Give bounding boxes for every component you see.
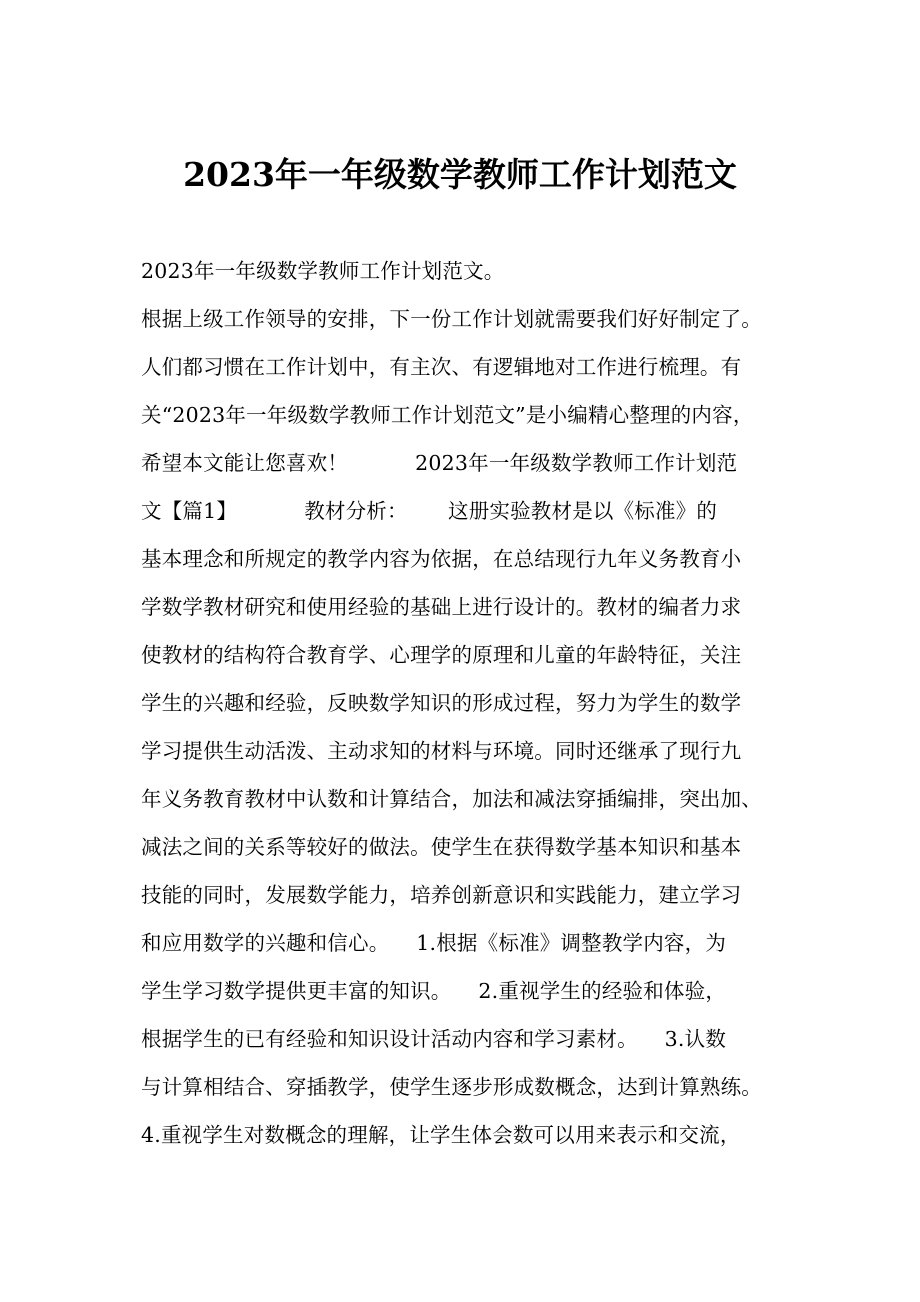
paragraph-line: 根据学生的已有经验和知识设计活动内容和学习素材。 3.认数 xyxy=(141,1027,727,1051)
paragraph-line: 文【篇1】 教材分析： 这册实验教材是以《标准》的 xyxy=(141,499,718,523)
paragraph-line: 学生的兴趣和经验，反映数学知识的形成过程，努力为学生的数学 xyxy=(141,691,742,715)
paragraph-line: 使教材的结构符合教育学、心理学的原理和儿童的年龄特征，关注 xyxy=(141,643,742,667)
paragraph-line: 关“2023年一年级数学教师工作计划范文”是小编精心整理的内容， xyxy=(141,403,754,427)
paragraph-line: 减法之间的关系等较好的做法。使学生在获得数学基本知识和基本 xyxy=(141,835,742,859)
paragraph-line: 和应用数学的兴趣和信心。 1.根据《标准》调整教学内容，为 xyxy=(141,931,727,955)
paragraph-line: 学数学教材研究和使用经验的基础上进行设计的。教材的编者力求 xyxy=(141,595,742,619)
paragraph-line: 学生学习数学提供更丰富的知识。 2.重视学生的经验和体验， xyxy=(141,979,727,1003)
paragraph-line: 2023年一年级数学教师工作计划范文。 xyxy=(141,259,505,283)
paragraph-line: 基本理念和所规定的教学内容为依据，在总结现行九年义务教育小 xyxy=(141,547,742,571)
paragraph-line: 技能的同时，发展数学能力，培养创新意识和实践能力，建立学习 xyxy=(141,883,742,907)
paragraph-line: 根据上级工作领导的安排，下一份工作计划就需要我们好好制定了。 xyxy=(141,307,762,331)
paragraph-line: 希望本文能让您喜欢！ 2023年一年级数学教师工作计划范 xyxy=(141,451,738,475)
paragraph-line: 与计算相结合、穿插教学，使学生逐步形成数概念，达到计算熟练。 xyxy=(141,1075,762,1099)
paragraph-line: 学习提供生动活泼、主动求知的材料与环境。同时还继承了现行九 xyxy=(141,739,742,763)
paragraph-line: 年义务教育教材中认数和计算结合，加法和减法穿插编排，突出加、 xyxy=(141,787,762,811)
paragraph-line: 人们都习惯在工作计划中，有主次、有逻辑地对工作进行梳理。有 xyxy=(141,355,742,379)
paragraph-line: 4.重视学生对数概念的理解，让学生体会数可以用来表示和交流， xyxy=(141,1123,741,1147)
document-title: 2023年一年级数学教师工作计划范文 xyxy=(183,155,737,194)
